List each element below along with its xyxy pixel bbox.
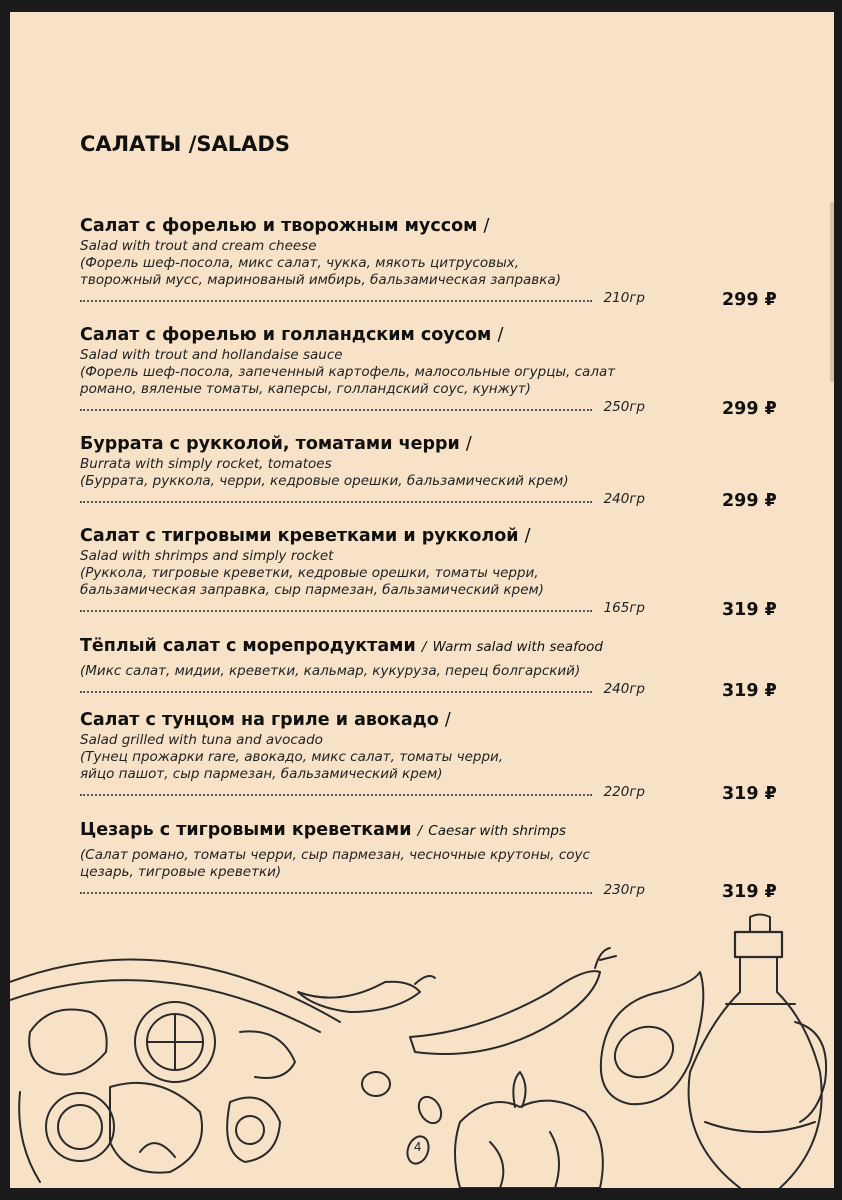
menu-item-trout-hollandaise <box>80 323 777 419</box>
item-weight: 240гр <box>603 681 645 697</box>
item-description <box>80 847 680 881</box>
slash-separator: / <box>524 526 531 546</box>
item-weight: 210гр <box>603 290 645 306</box>
description-line: цезарь, тигровые креветки) <box>80 864 282 880</box>
item-name: Цезарь с тигровыми креветками <box>80 820 412 840</box>
menu-item-caesar-shrimps <box>80 818 777 902</box>
item-english-name: Salad grilled with tuna and avocado <box>80 732 323 748</box>
slash-separator: / <box>497 325 504 345</box>
item-english-name: Burrata with simply rocket, tomatoes <box>80 456 332 472</box>
dot-leader-row <box>80 398 777 419</box>
description-line: бальзамическая заправка, сыр пармезан, бальзамический крем) <box>80 582 544 598</box>
salad-plate-icon <box>10 960 340 1183</box>
slash-separator: / <box>421 639 427 655</box>
description-line: (Буррата, руккола, черри, кедровые орешки, бальзамический крем) <box>80 473 569 489</box>
dot-leader-row <box>80 599 777 620</box>
description-line: (Форель шеф-посола, микс салат, чукка, мякоть цитрусовых, <box>80 255 520 271</box>
food-illustration <box>10 912 834 1188</box>
menu-item-burrata <box>80 432 777 511</box>
chili-pepper-icon <box>298 976 435 1012</box>
description-line: творожный мусс, маринованый имбирь, бальзамическая заправка) <box>80 272 561 288</box>
section-title: САЛАТЫ /SALADS <box>80 132 290 156</box>
item-price: 299 ₽ <box>722 290 777 310</box>
item-price: 319 ₽ <box>722 882 777 902</box>
item-name: Салат с форелью и творожным муссом <box>80 216 478 236</box>
item-description <box>80 473 680 490</box>
item-weight: 230гр <box>603 882 645 898</box>
menu-item-trout-cream-cheese <box>80 214 777 310</box>
beans-icon <box>362 1072 446 1167</box>
item-name: Буррата с рукколой, томатами черри <box>80 434 460 454</box>
dot-leader-row <box>80 680 777 701</box>
item-description <box>80 364 680 398</box>
item-price: 319 ₽ <box>722 681 777 701</box>
item-weight: 240гр <box>603 491 645 507</box>
slash-separator: / <box>417 823 423 839</box>
description-line: (Форель шеф-посола, запеченный картофель, малосольные огурцы, салат <box>80 364 616 380</box>
dot-leader <box>80 691 592 693</box>
item-english-name: Caesar with shrimps <box>428 823 566 839</box>
menu-item-tuna-avocado <box>80 708 777 804</box>
description-line: (Салат романо, томаты черри, сыр пармезан, чесночные крутоны, соус <box>80 847 590 863</box>
item-name: Салат с форелью и голландским соусом <box>80 325 492 345</box>
item-price: 319 ₽ <box>722 600 777 620</box>
slash-separator: / <box>444 710 451 730</box>
dot-leader <box>80 794 592 796</box>
menu-page <box>10 12 834 1188</box>
item-description <box>80 565 680 599</box>
description-line: яйцо пашот, сыр пармезан, бальзамический крем) <box>80 766 443 782</box>
item-english-name: Salad with trout and cream cheese <box>80 238 317 254</box>
dot-leader-row <box>80 289 777 310</box>
bell-pepper-icon <box>455 1072 603 1188</box>
slash-separator: / <box>465 434 472 454</box>
description-line: (Руккола, тигровые креветки, кедровые орешки, томаты черри, <box>80 565 539 581</box>
dot-leader-row <box>80 783 777 804</box>
item-english-name: Warm salad with seafood <box>432 639 603 655</box>
item-description <box>80 749 680 783</box>
item-weight: 165гр <box>603 600 645 616</box>
description-line: романо, вяленые томаты, каперсы, голландский соус, кунжут) <box>80 381 531 397</box>
dot-leader <box>80 892 592 894</box>
item-price: 299 ₽ <box>722 491 777 511</box>
item-name: Салат с тигровыми креветками и рукколой <box>80 526 519 546</box>
slash-separator: / <box>483 216 490 236</box>
item-name: Тёплый салат с морепродуктами <box>80 636 416 656</box>
item-weight: 220гр <box>603 784 645 800</box>
item-price: 319 ₽ <box>722 784 777 804</box>
item-english-name: Salad with trout and hollandaise sauce <box>80 347 343 363</box>
description-line: (Микс салат, мидии, креветки, кальмар, кукуруза, перец болгарский) <box>80 663 581 679</box>
menu-item-shrimps-rocket <box>80 524 777 620</box>
item-name: Салат с тунцом на гриле и авокадо <box>80 710 439 730</box>
item-price: 299 ₽ <box>722 399 777 419</box>
item-description <box>80 663 680 680</box>
dot-leader <box>80 409 592 411</box>
dot-leader <box>80 300 592 302</box>
dot-leader <box>80 610 592 612</box>
long-pepper-icon <box>410 948 616 1054</box>
dot-leader-row <box>80 881 777 902</box>
oil-bottle-icon <box>689 915 827 1189</box>
page-number: 4 <box>414 1139 422 1154</box>
dot-leader <box>80 501 592 503</box>
description-line: (Тунец прожарки rare, авокадо, микс салат, томаты черри, <box>80 749 504 765</box>
item-weight: 250гр <box>603 399 645 415</box>
item-english-name: Salad with shrimps and simply rocket <box>80 548 334 564</box>
dot-leader-row <box>80 490 777 511</box>
scrollbar-edge[interactable] <box>830 202 834 382</box>
menu-item-warm-seafood <box>80 634 777 701</box>
item-description <box>80 255 680 289</box>
